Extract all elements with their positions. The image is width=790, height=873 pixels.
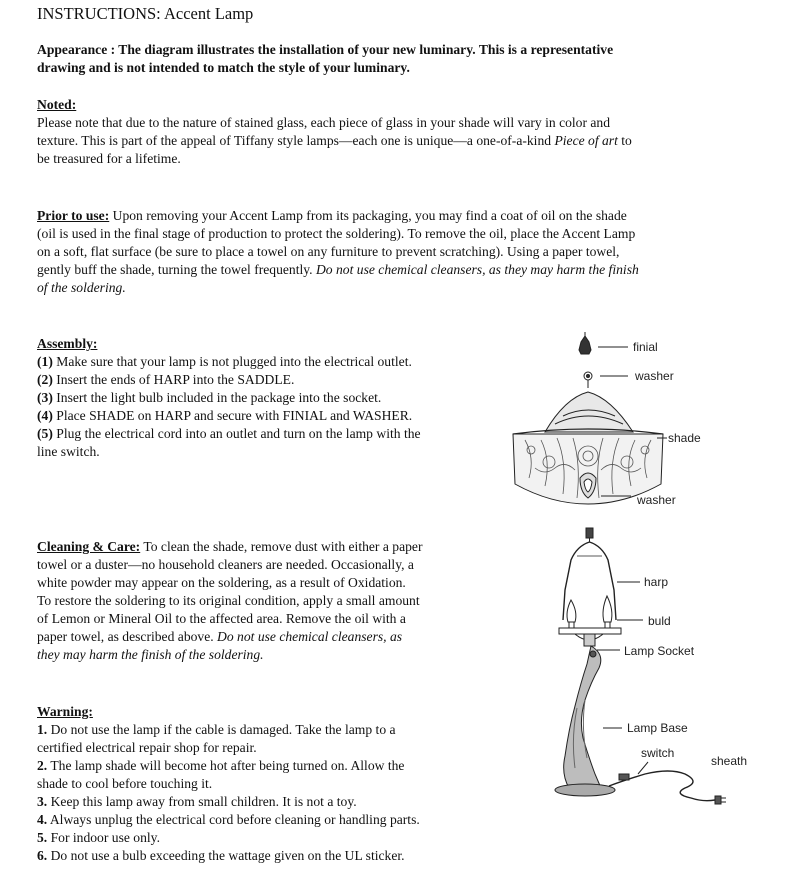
cleaning-line-7: they may harm the finish of the soldering.	[37, 647, 264, 662]
label-bulb: buld	[648, 614, 671, 628]
cleaning-line-2: towel or a duster—no household cleaners are needed. Occasionally, a	[37, 557, 414, 572]
cleaning-line-5: of Lemon or Mineral Oil to the affected area. Remove the oil with a	[37, 611, 406, 626]
warning-item-6: 6. Do not use a bulb exceeding the wattage given on the UL sticker.	[37, 848, 405, 863]
assembly-step-4: (4) Place SHADE on HARP and secure with FINIAL and WASHER.	[37, 408, 413, 423]
prior-line-2: (oil is used in the final stage of production to protect the soldering). To remove the oil, place the Accent Lamp	[37, 226, 636, 241]
power-cord-icon	[609, 771, 726, 804]
label-shade: shade	[668, 431, 701, 445]
prior-line-3: on a soft, flat surface (be sure to place a towel on any furniture to prevent scratching). Using a paper towel,	[37, 244, 620, 259]
assembly-heading: Assembly:	[37, 336, 98, 351]
noted-line-2: texture. This is part of the appeal of Tiffany style lamps—each one is unique—a one-of-a-kind Piece of art to	[37, 133, 632, 148]
cleaning-line-6: paper towel, as described above. Do not use chemical cleansers, as	[37, 629, 403, 644]
finial-icon	[579, 332, 591, 354]
label-washer-top: washer	[635, 369, 674, 383]
warning-item-2: 2. The lamp shade will become hot after being turned on. Allow the	[37, 758, 405, 773]
prior-line-5: of the soldering.	[37, 280, 126, 295]
noted-line-1: Please note that due to the nature of stained glass, each piece of glass in your shade will vary in color and	[37, 115, 611, 130]
warning-section	[37, 703, 507, 865]
label-switch: switch	[641, 746, 675, 760]
label-lamp-socket: Lamp Socket	[624, 644, 695, 658]
assembly-step-1: (1) Make sure that your lamp is not plugged into the electrical outlet.	[37, 354, 412, 369]
noted-section	[37, 96, 632, 168]
assembly-step-5-cont: line switch.	[37, 444, 100, 459]
assembly-section	[37, 335, 507, 461]
appearance-section	[37, 41, 613, 77]
prior-line-1: Prior to use: Upon removing your Accent Lamp from its packaging, you may find a coat of oil on the shade	[37, 208, 627, 223]
appearance-heading: Appearance :	[37, 42, 116, 57]
assembly-step-3: (3) Insert the light bulb included in the package into the socket.	[37, 390, 382, 405]
prior-section	[37, 207, 639, 297]
warning-heading: Warning:	[37, 704, 93, 719]
warning-item-1-cont: certified electrical repair shop for repair.	[37, 740, 257, 755]
assembly-step-5: (5) Plug the electrical cord into an outlet and turn on the lamp with the	[37, 426, 421, 441]
cleaning-line-4: To restore the soldering to its original condition, apply a small amount	[37, 593, 420, 608]
prior-heading: Prior to use:	[37, 208, 110, 223]
lamp-socket-icon	[575, 634, 603, 646]
label-lamp-base: Lamp Base	[627, 721, 688, 735]
page-title: INSTRUCTIONS: Accent Lamp	[37, 4, 254, 23]
warning-item-1: 1. Do not use the lamp if the cable is damaged. Take the lamp to a	[37, 722, 396, 737]
cleaning-line-1: Cleaning & Care: To clean the shade, remove dust with either a paper	[37, 539, 423, 554]
appearance-line-1: Appearance : The diagram illustrates the installation of your new luminary. This is a representative	[37, 42, 614, 57]
bulb-icon	[559, 596, 621, 634]
label-sheath: sheath	[711, 754, 748, 768]
assembly-step-2: (2) Insert the ends of HARP into the SADDLE.	[37, 372, 295, 387]
appearance-line-2: drawing and is not intended to match the style of your luminary.	[37, 60, 410, 75]
lamp-base-icon	[555, 646, 615, 796]
shade-icon	[513, 392, 663, 504]
cleaning-line-3: white powder may appear on the soldering, as a result of Oxidation.	[37, 575, 406, 590]
lamp-diagram	[505, 328, 775, 873]
warning-item-2-cont: shade to cool before touching it.	[37, 776, 213, 791]
label-harp: harp	[644, 575, 669, 589]
warning-item-5: 5. For indoor use only.	[37, 830, 160, 845]
cleaning-section	[37, 538, 507, 664]
prior-line-4: gently buff the shade, turning the towel frequently. Do not use chemical cleansers, as they may harm the finish	[37, 262, 639, 277]
warning-item-3: 3. Keep this lamp away from small children. It is not a toy.	[37, 794, 357, 809]
cleaning-heading: Cleaning & Care:	[37, 539, 141, 554]
label-finial: finial	[633, 340, 658, 354]
warning-item-4: 4. Always unplug the electrical cord before cleaning or handling parts.	[37, 812, 420, 827]
noted-line-3: be treasured for a lifetime.	[37, 151, 181, 166]
washer-top-icon	[584, 372, 592, 388]
noted-heading: Noted:	[37, 97, 77, 112]
label-washer-bottom: washer	[637, 493, 676, 507]
